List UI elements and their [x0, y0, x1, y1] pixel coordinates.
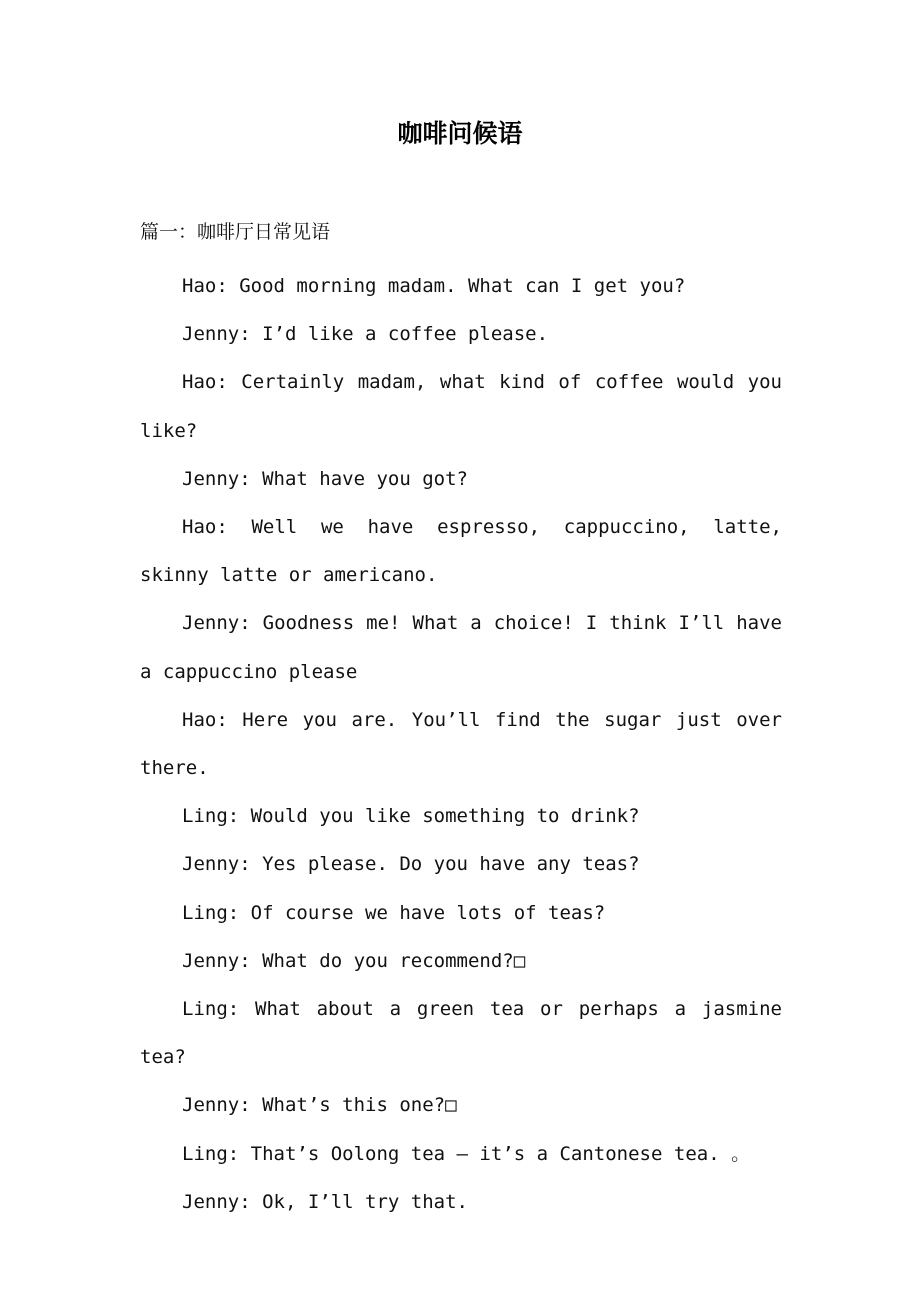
document-title: 咖啡问候语 [397, 119, 523, 148]
dialogue-line: Jenny: What have you got? [182, 467, 468, 490]
dialogue-line: Jenny: What’s this one?□ [182, 1094, 457, 1117]
dialogue-line: Hao: Good morning madam. What can I get you? [182, 275, 686, 297]
dialogue-line: Jenny: Yes please. Do you have any teas? [182, 853, 640, 876]
dialogue-body [140, 262, 782, 1226]
dialogue-line: Jenny: Ok, I’ll try that. [182, 1190, 468, 1213]
dialogue-line: Hao: Here you are. You’ll find the sugar just over there. [140, 708, 782, 780]
dialogue-line: Ling: Would you like something to drink? [182, 805, 640, 828]
dialogue-line: Ling: What about a green tea or perhaps a jasmine tea? [140, 998, 782, 1069]
dialogue-line: Hao: Certainly madam, what kind of coffee would you like? [140, 371, 782, 442]
section-heading: 篇一：咖啡厅日常见语 [140, 221, 331, 243]
dialogue-line: Hao: Well we have espresso, cappuccino, latte, skinny latte or americano. [140, 516, 782, 587]
dialogue-line: Jenny: I’d like a coffee please. [182, 323, 549, 346]
dialogue-line: Jenny: What do you recommend?□ [182, 949, 526, 972]
dialogue-line: Ling: Of course we have lots of teas? [182, 901, 606, 924]
dialogue-line: Ling: That’s Oolong tea – it’s a Cantonese tea. 。 [182, 1142, 751, 1165]
dialogue-line: Jenny: Goodness me! What a choice! I think I’ll have a cappuccino please [140, 612, 782, 683]
